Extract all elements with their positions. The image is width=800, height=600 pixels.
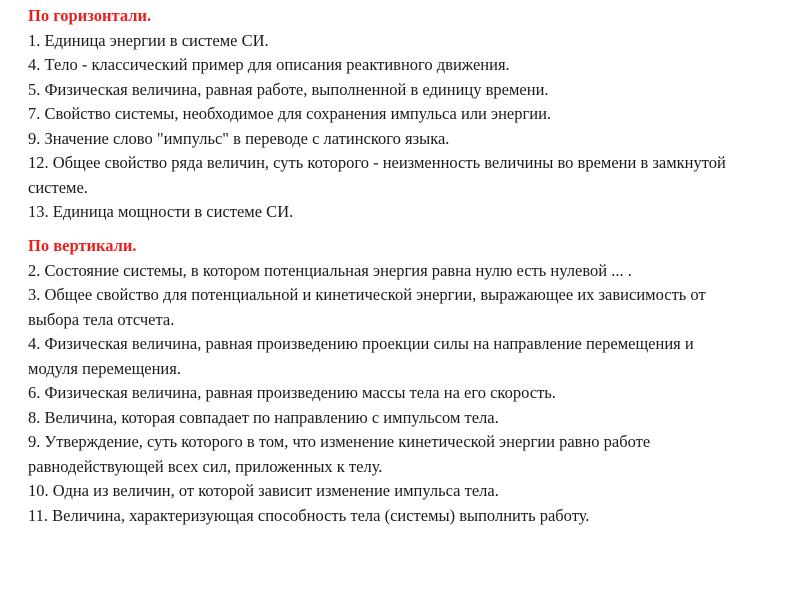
horizontal-clues-section <box>28 4 788 225</box>
horizontal-clue-7: 7. Свойство системы, необходимое для сохранения импульса или энергии. <box>28 104 552 123</box>
vertical-clue-11: 11. Величина, характеризующая способность тела (системы) выполнить работу. <box>28 505 590 525</box>
vertical-clue-8: 8. Величина, которая совпадает по направлению с импульсом тела. <box>28 407 499 427</box>
horizontal-clue-9: 9. Значение слово "импульс" в переводе с латинского языка. <box>28 128 450 148</box>
horizontal-clue-1: 1. Единица энергии в системе СИ. <box>28 30 269 50</box>
vertical-clue-10: 10. Одна из величин, от которой зависит изменение импульса тела. <box>28 481 499 500</box>
vertical-clue-6: 6. Физическая величина, равная произведению массы тела на его скорость. <box>28 383 556 402</box>
horizontal-clue-13: 13. Единица мощности в системе СИ. <box>28 202 294 221</box>
horizontal-clue-5: 5. Физическая величина, равная работе, выполненной в единицу времени. <box>28 79 549 99</box>
vertical-clue-9: 9. Утверждение, суть которого в том, что изменение кинетической энергии равно работе равнодействующей всех сил, приложенных к телу. <box>28 432 651 476</box>
vertical-heading: По вертикали. <box>28 236 137 255</box>
horizontal-clue-4: 4. Тело - классический пример для описания реактивного движения. <box>28 55 510 74</box>
horizontal-clue-12: 12. Общее свойство ряда величин, суть которого - неизменность величины во времени в замкнутой системе. <box>28 153 726 197</box>
vertical-clues-section <box>28 234 788 528</box>
horizontal-heading: По горизонтали. <box>28 6 152 25</box>
vertical-clue-2: 2. Состояние системы, в котором потенциальная энергия равна нулю есть нулевой ... . <box>28 260 632 280</box>
vertical-clue-3: 3. Общее свойство для потенциальной и кинетической энергии, выражающее их зависимость от выбора тела отсчета. <box>28 285 706 329</box>
vertical-clue-4: 4. Физическая величина, равная произведению проекции силы на направление перемещения и модуля перемещения. <box>28 334 694 378</box>
